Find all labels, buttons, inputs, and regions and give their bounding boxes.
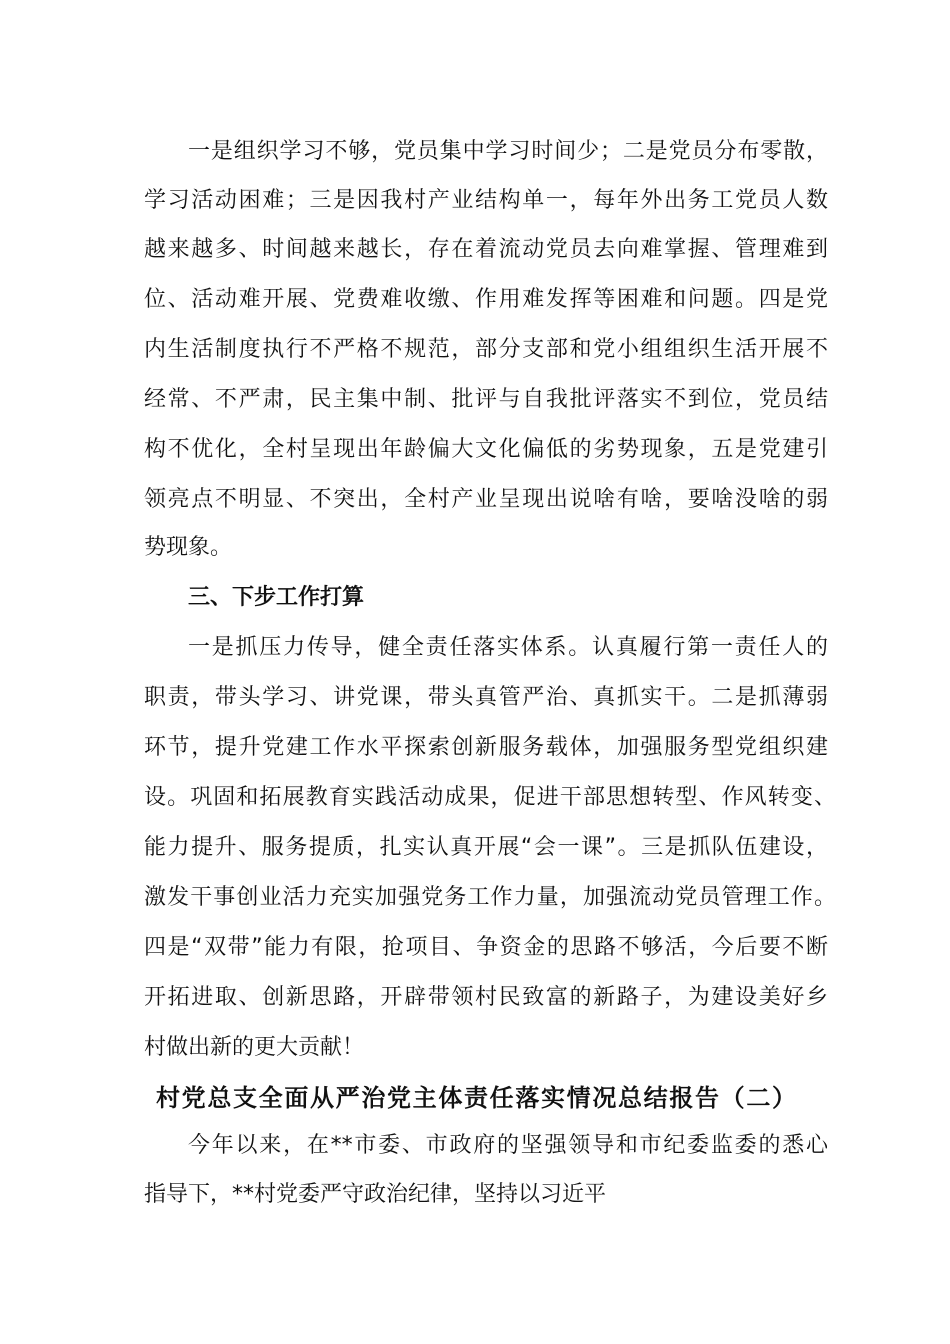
paragraph-line: 位、活动难开展、党费难收缴、作用难发挥等困难和问题。四是党 xyxy=(144,287,828,312)
paragraph-line: 环节，提升党建工作水平探索创新服务载体，加强服务型党组织建 xyxy=(144,735,828,760)
paragraph-line: 经常、不严肃，民主集中制、批评与自我批评落实不到位，党员结 xyxy=(144,387,828,412)
paragraph-line: 能力提升、服务提质，扎实认真开展“会一课”。三是抓队伍建设， xyxy=(144,835,828,860)
paragraph-line: 指导下，**村党委严守政治纪律，坚持以习近平 xyxy=(144,1182,607,1207)
paragraph-line: 学习活动困难；三是因我村产业结构单一，每年外出务工党员人数 xyxy=(144,188,828,213)
paragraph-line: 今年以来，在**市委、市政府的坚强领导和市纪委监委的悉心 xyxy=(188,1133,828,1158)
paragraph-line: 设。巩固和拓展教育实践活动成果，促进干部思想转型、作风转变、 xyxy=(144,785,836,810)
paragraph-line: 一是抓压力传导，健全责任落实体系。认真履行第一责任人的 xyxy=(188,635,828,660)
section-heading: 三、下步工作打算 xyxy=(188,585,365,610)
paragraph-line: 构不优化，全村呈现出年龄偏大文化偏低的劣势现象，五是党建引 xyxy=(144,437,828,462)
paragraph-line: 内生活制度执行不严格不规范，部分支部和党小组组织生活开展不 xyxy=(144,337,828,362)
paragraph-line: 势现象。 xyxy=(144,535,233,560)
paragraph-line: 村做出新的更大贡献！ xyxy=(144,1035,365,1060)
paragraph-line: 职责，带头学习、讲党课，带头真管严治、真抓实干。二是抓薄弱 xyxy=(144,685,828,710)
document-title: 村党总支全面从严治党主体责任落实情况总结报告（二） xyxy=(156,1084,796,1112)
paragraph-line: 越来越多、时间越来越长，存在着流动党员去向难掌握、管理难到 xyxy=(144,237,828,262)
paragraph-line: 领亮点不明显、不突出，全村产业呈现出说啥有啥，要啥没啥的弱 xyxy=(144,487,828,512)
paragraph-line: 开拓进取、创新思路，开辟带领村民致富的新路子，为建设美好乡 xyxy=(144,985,828,1010)
paragraph-line: 激发干事创业活力充实加强党务工作力量，加强流动党员管理工作。 xyxy=(144,885,836,910)
paragraph-line: 一是组织学习不够，党员集中学习时间少；二是党员分布零散， xyxy=(188,139,828,164)
paragraph-line: 四是“双带”能力有限，抢项目、争资金的思路不够活，今后要不断 xyxy=(144,935,828,960)
